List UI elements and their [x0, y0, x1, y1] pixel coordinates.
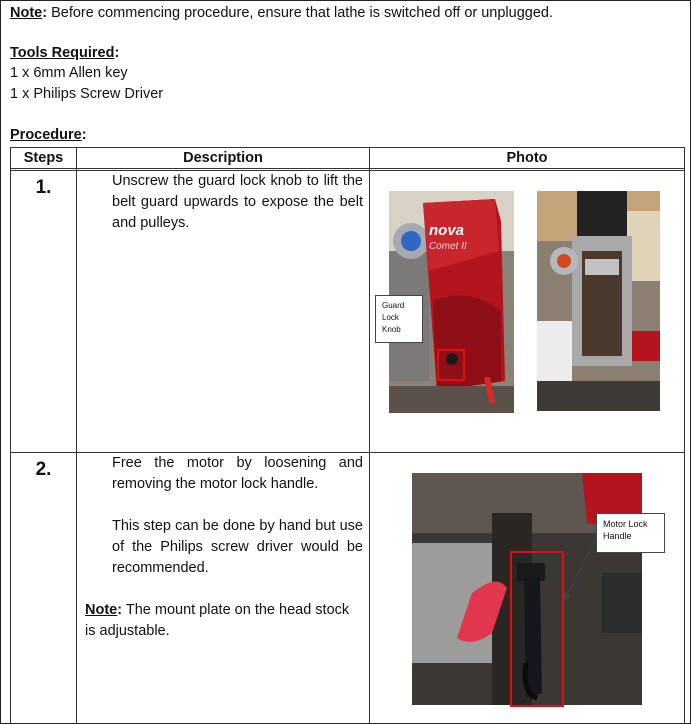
note-text: Before commencing procedure, ensure that lathe is switched off or unplugged. [47, 5, 553, 21]
photo-brand-text: nova [429, 222, 465, 239]
step-number: 1. [11, 171, 77, 453]
step-description: Free the motor by loosening and removing the motor lock handle. [112, 455, 363, 492]
step-number: 2. [11, 453, 77, 724]
table-row [11, 453, 685, 724]
guard-lock-highlight [437, 349, 465, 381]
column-header-photo: Photo [370, 148, 685, 169]
table-header-row [11, 148, 685, 169]
step-note: Note: The mount plate on the head stock is adjustable. [85, 602, 350, 639]
step-description: Unscrew the guard lock knob to lift the belt guard upwards to expose the belt and pulleys. [112, 173, 363, 231]
motor-lock-highlight [510, 551, 564, 707]
column-header-description: Description [77, 148, 370, 169]
lathe-guard-open-photo [537, 191, 660, 411]
tool-item: 1 x 6mm Allen key [10, 65, 128, 81]
procedure-table [10, 147, 685, 724]
table-row [11, 171, 685, 453]
step-description-extra: This step can be done by hand but use of the Philips screw driver would be recommended. [112, 518, 363, 576]
tool-item: 1 x Philips Screw Driver [10, 86, 164, 102]
tools-heading: Tools Required: [10, 45, 120, 61]
photo-brand-text: Comet II [429, 241, 467, 252]
note-label: Note [10, 5, 43, 21]
guard-lock-callout: Guard Lock Knob [375, 295, 423, 343]
motor-lock-callout: Motor Lock Handle [596, 513, 665, 553]
column-header-steps: Steps [11, 148, 77, 169]
procedure-heading: Procedure: [10, 127, 87, 143]
note-line: Note: Before commencing procedure, ensure that lathe is switched off or unplugged. [10, 5, 553, 21]
